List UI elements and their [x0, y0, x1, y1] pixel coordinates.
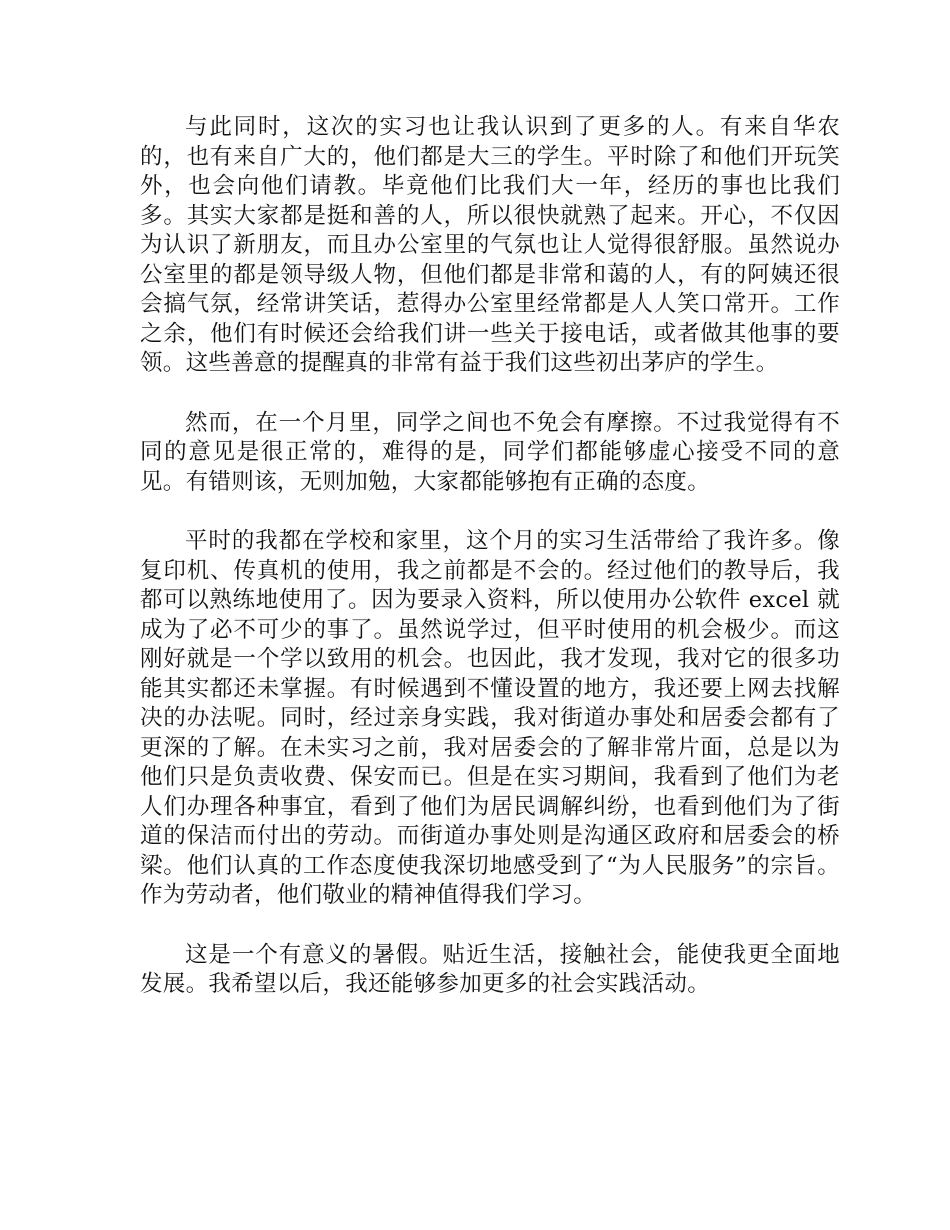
document-body: [140, 113, 840, 1030]
paragraph-2: 然而，在一个月里，同学之间也不免会有摩擦。不过我觉得有不同的意见是很正常的，难得的是，同学们都能够虚心接受不同的意见。有错则该，无则加勉，大家都能够抱有正确的态度。: [140, 409, 840, 495]
paragraph-4: 这是一个有意义的暑假。贴近生活，接触社会，能使我更全面地发展。我希望以后，我还能够参加更多的社会实践活动。: [140, 941, 840, 997]
paragraph-3: 平时的我都在学校和家里，这个月的实习生活带给了我许多。像复印机、传真机的使用，我之前都是不会的。经过他们的教导后，我都可以熟练地使用了。因为要录入资料，所以使用办公软件 excel 就成为了必不可少的事了。虽然说学过，但平时使用的机会极少。而这刚好就是一个学以致用的机会。也因此，我才发现，我对它的很多功能其实都还未掌握。有时候遇到不懂设置的地方，我还要上网去找解决的办法呢。同时，经过亲身实践，我对街道办事处和居委会都有了更深的了解。在未实习之前，我对居委会的了解非常片面，总是以为他们只是负责收费、保安而已。但是在实习期间，我看到了他们为老人们办理各种事宜，看到了他们为居民调解纠纷，也看到他们为了街道的保洁而付出的劳动。而街道办事处则是沟通区政府和居委会的桥梁。他们认真的工作态度使我深切地感受到了“为人民服务”的宗旨。作为劳动者，他们敬业的精神值得我们学习。: [140, 528, 840, 908]
paragraph-1: 与此同时，这次的实习也让我认识到了更多的人。有来自华农的，也有来自广大的，他们都是大三的学生。平时除了和他们开玩笑外，也会向他们请教。毕竟他们比我们大一年，经历的事也比我们多。其实大家都是挺和善的人，所以很快就熟了起来。开心，不仅因为认识了新朋友，而且办公室里的气氛也让人觉得很舒服。虽然说办公室里的都是领导级人物，但他们都是非常和蔼的人，有的阿姨还很会搞气氛，经常讲笑话，惹得办公室里经常都是人人笑口常开。工作之余，他们有时候还会给我们讲一些关于接电话，或者做其他事的要领。这些善意的提醒真的非常有益于我们这些初出茅庐的学生。: [140, 114, 840, 376]
